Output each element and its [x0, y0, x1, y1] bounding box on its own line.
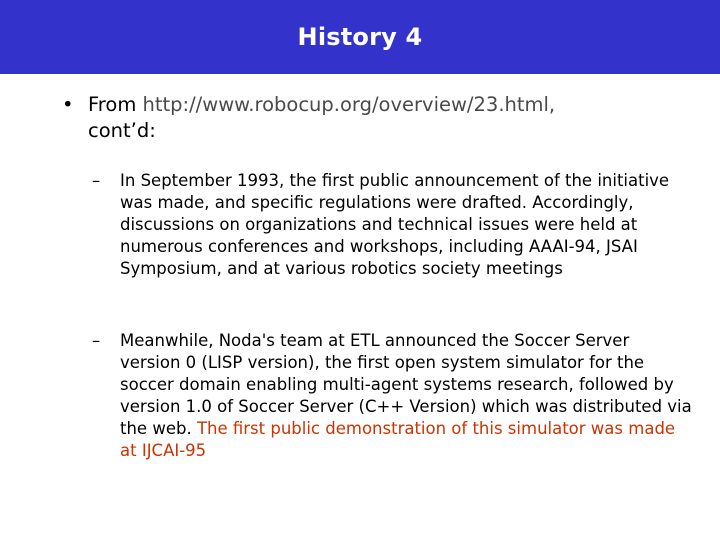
sub-item-text-wrapper — [120, 330, 692, 462]
source-link[interactable]: http://www.robocup.org/overview/23.html, — [142, 93, 556, 116]
bullet-suffix: cont’d: — [88, 119, 156, 142]
sub-item-text: In September 1993, the first public announcement of the initiative was made, and specific regulations were drafted. Accordingly, discussions on organizations and technical issues were held at numerous conferences and workshops, including AAAI-94, JSAI Symposium, and at various robotics society meetings — [120, 171, 670, 278]
sub-item-soccer-server — [92, 330, 692, 462]
highlighted-text: The first public demonstration of this simulator was made at IJCAI-95 — [120, 419, 676, 460]
bullet-item — [62, 92, 662, 144]
bullet-prefix: From — [88, 93, 143, 116]
sub-item-text: Meanwhile, Noda's team at ETL announced the Soccer Server version 0 (LISP version), the first open system simulator for the soccer domain enabling multi-agent systems research, followed by version 1.0 of Soccer Server (C++ Version) which was distributed via the web. — [120, 331, 692, 438]
slide-title: History 4 — [297, 23, 423, 51]
sub-item-announcement — [92, 170, 692, 280]
bullet-marker: • — [62, 93, 74, 116]
bullet-text — [88, 92, 662, 144]
sub-item-marker: – — [92, 171, 101, 190]
sub-item-marker: – — [92, 331, 101, 350]
